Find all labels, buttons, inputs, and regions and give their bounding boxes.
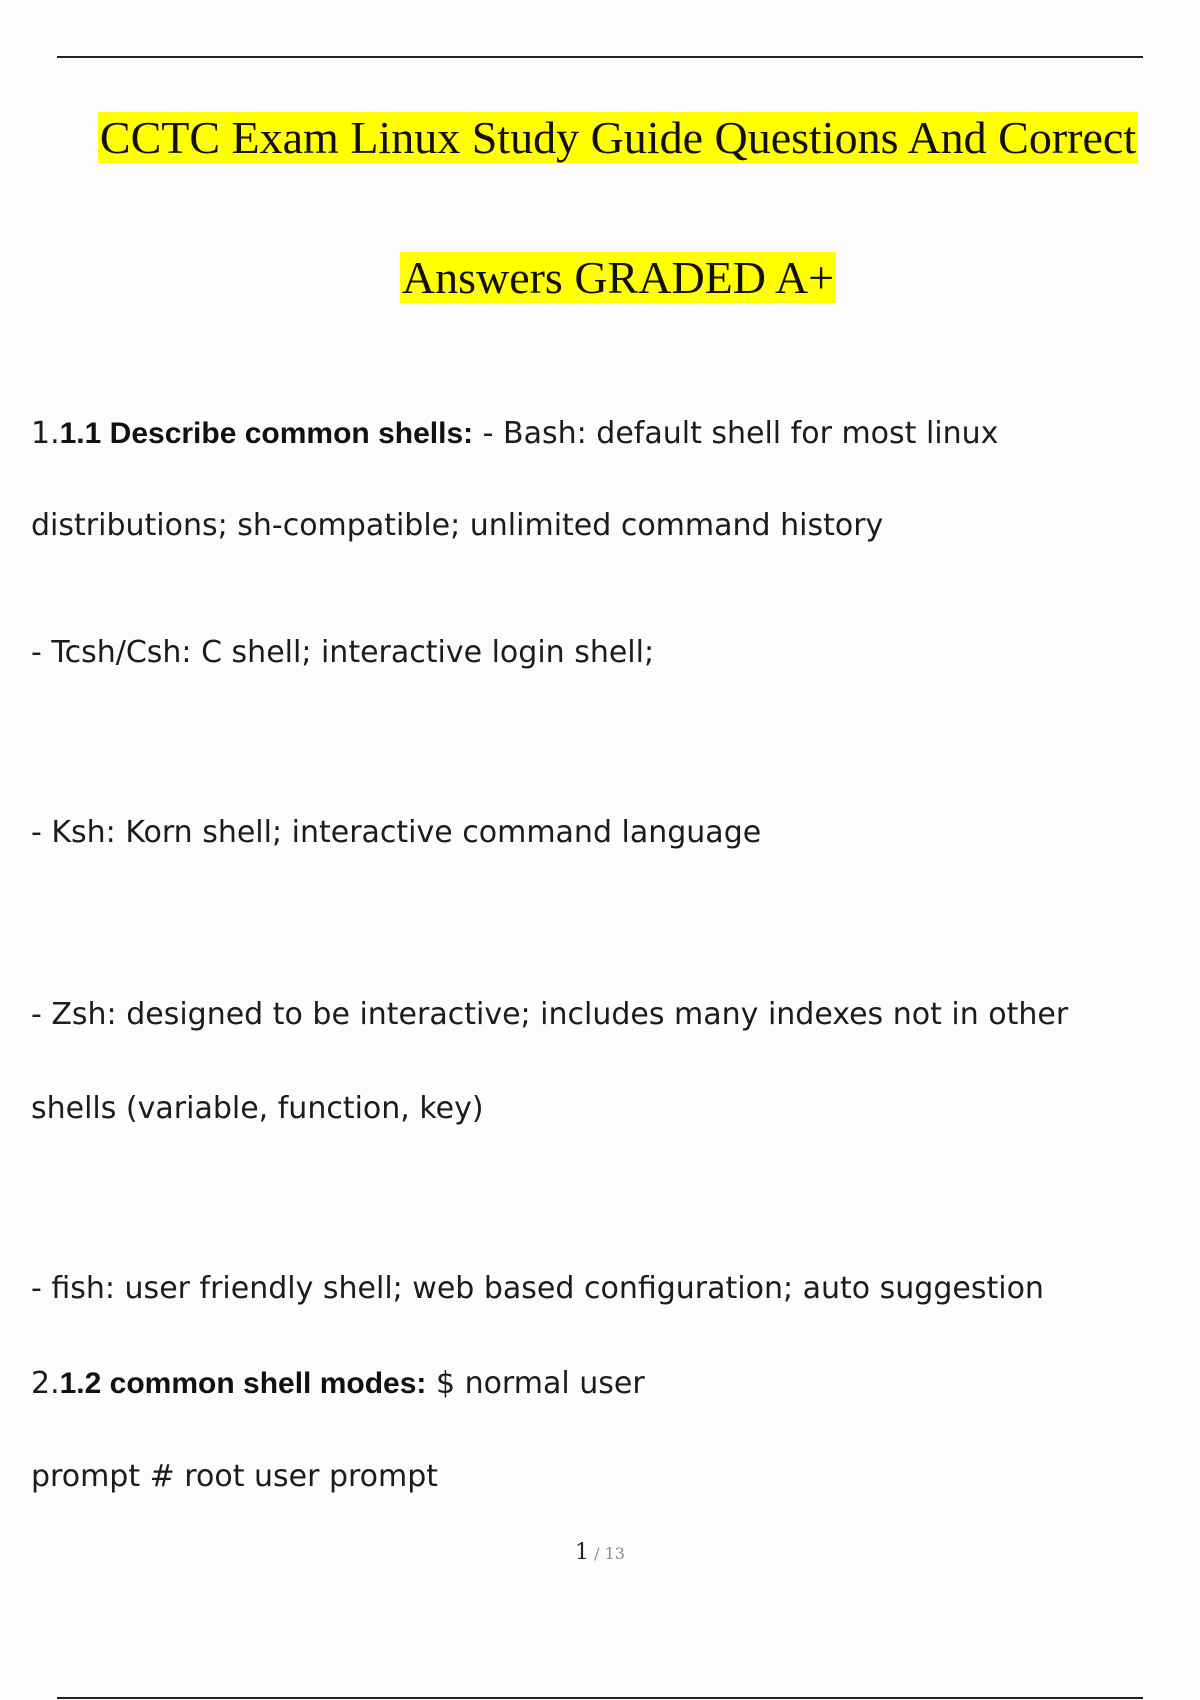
page-separator: / bbox=[589, 1544, 605, 1563]
item-1-line-3: - Tcsh/Csh: C shell; interactive login shell; bbox=[31, 635, 655, 670]
total-pages: 13 bbox=[604, 1544, 625, 1563]
item-2-first-line bbox=[31, 1364, 645, 1404]
title-highlight-2: Answers GRADED A+ bbox=[401, 252, 835, 303]
current-page-number: 1 bbox=[575, 1540, 590, 1565]
item-1-line-6: shells (variable, function, key) bbox=[31, 1091, 484, 1126]
item-text: - Bash: default shell for most linux bbox=[473, 416, 999, 451]
item-number: 2. bbox=[31, 1366, 60, 1401]
document-title-line-1 bbox=[18, 110, 1200, 166]
page-indicator bbox=[0, 1540, 1200, 1565]
item-heading: 1.2 common shell modes: bbox=[59, 1367, 427, 1400]
item-1-line-5: - Zsh: designed to be interactive; includes many indexes not in other bbox=[31, 997, 1069, 1032]
item-1-first-line bbox=[31, 414, 998, 454]
item-heading: 1.1 Describe common shells: bbox=[59, 417, 474, 450]
title-highlight-1: CCTC Exam Linux Study Guide Questions And Correct bbox=[99, 112, 1137, 163]
item-number: 1. bbox=[31, 416, 60, 451]
item-2-line-2: prompt # root user prompt bbox=[31, 1459, 439, 1494]
item-1-line-7: - fish: user friendly shell; web based configuration; auto suggestion bbox=[31, 1271, 1044, 1306]
top-rule bbox=[57, 56, 1143, 58]
bottom-rule bbox=[57, 1697, 1143, 1699]
item-1-line-2: distributions; sh-compatible; unlimited command history bbox=[31, 508, 884, 543]
item-text: $ normal user bbox=[426, 1366, 645, 1401]
item-1-line-4: - Ksh: Korn shell; interactive command language bbox=[31, 815, 762, 850]
document-title-line-2 bbox=[18, 250, 1200, 306]
